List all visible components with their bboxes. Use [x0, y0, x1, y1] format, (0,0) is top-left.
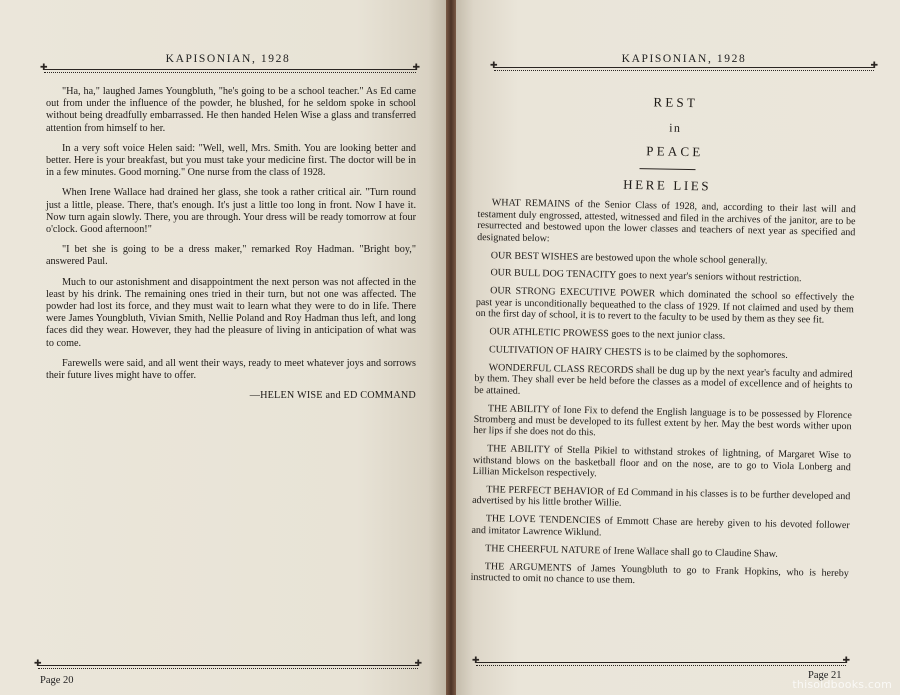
paragraph: Farewells were said, and all went their ways, ready to meet whatever joys and sorrows their future lives might have to offer.: [46, 357, 416, 382]
running-head-left: KAPISONIAN, 1928: [165, 53, 291, 65]
title-line: PEACE: [646, 143, 704, 160]
right-body-text: [470, 90, 858, 597]
paragraph: OUR BEST WISHES are bestowed upon the whole school generally.: [490, 249, 768, 267]
paragraph: OUR STRONG EXECUTIVE POWER which dominated the school so effectively the past year is unconditionally bequeathed to the class of 1929. If not claimed and used by them on the first day of school, it is to revert to the faculty to be used by them as they see fit.: [475, 285, 855, 326]
paragraph: THE LOVE TENDENCIES of Emmott Chase are hereby given to his devoted follower and imitator Lawrence Wiklund.: [471, 513, 850, 539]
paragraph: WONDERFUL CLASS RECORDS shall be dug up by the next year's faculty and admired by them. They shall ever be held before the classes as a model of excellence and of heights to be attained.: [474, 362, 853, 397]
watermark: thisoldbooks.com: [792, 678, 892, 691]
paragraph: In a very soft voice Helen said: "Well, well, Mrs. Smith. You are looking better and better. Here is your breakfast, but you must take your medicine first. The doctor will be in in a few minutes. Good morning." One nurse from the class of 1928.: [46, 142, 416, 179]
paragraph: THE ARGUMENTS of James Youngbluth to go to Frank Hopkins, who is hereby instructed to omit no chance to use them.: [470, 560, 849, 587]
paragraph: THE ABILITY of Ione Fix to defend the English language is to be possessed by Florence Stromberg and must be developed to its fullest extent by her. May the best words wither upon her lips if she does not do this.: [473, 402, 852, 439]
paragraph: When Irene Wallace had drained her glass, she took a rather critical air. "Turn round just a little, please. There, that's enough. It's just a little too long in front. Now I have it. Now turn again slowly. There, you are through. Your dress will be ready tomorrow at four o'clock. Good afternoon!": [46, 187, 416, 236]
running-head-right: KAPISONIAN, 1928: [621, 53, 747, 65]
paragraph: OUR ATHLETIC PROWESS goes to the next junior class.: [489, 326, 726, 342]
page-number-right: Page 21: [808, 670, 842, 681]
right-page: [456, 0, 900, 695]
paragraph: THE CHEERFUL NATURE of Irene Wallace shall go to Claudine Shaw.: [485, 542, 778, 560]
left-page: [0, 0, 446, 695]
title-line: REST: [653, 94, 699, 111]
title-divider: [640, 168, 696, 170]
top-rule-right: [494, 67, 874, 68]
top-dotted-rule-right: [494, 70, 874, 71]
page-number-left: Page 20: [40, 675, 74, 686]
bottom-rule-right: [476, 662, 846, 663]
paragraph: "Ha, ha," laughed James Youngbluth, "he's going to be a school teacher." As Ed came out from under the influence of the powder, he blushed, for he seldom spoke in school without being dreadfully embarrassed. He then handed Helen Wise a glass and transferred attention from himself to her.: [46, 86, 416, 134]
title-line: in: [669, 120, 682, 135]
bottom-dotted-rule-left: [38, 668, 418, 669]
bottom-rule-left: [38, 665, 418, 666]
section-heading: HERE LIES: [623, 176, 712, 194]
paragraph: Much to our astonishment and disappointment the next person was not affected in the least by his drink. The remaining ones tried in their turn, but not one was affected. The powder had lost its force, and they must wait to learn what they were to do in life. There were James Youngbluth, Vivian Smith, Nellie Poland and Roy Hadman thus left, and long faces did they wear. However, they had the pleasure of living in anticipation of what was to come.: [46, 276, 416, 349]
bottom-dotted-rule-right: [476, 665, 846, 666]
signature-line: —HELEN WISE and ED COMMAND: [249, 390, 416, 402]
paragraph: THE ABILITY of Stella Pikiel to withstand strokes of lightning, of Margaret Wise to withstand blows on the basketball floor and on the nose, are to go to Viola Lonberg and Lillian Mickelson respectively.: [472, 443, 852, 480]
paragraph: THE PERFECT BEHAVIOR of Ed Command in his classes is to be further developed and advertised by his little brother Willie.: [472, 484, 851, 510]
paragraph: WHAT REMAINS of the Senior Class of 1928, and, according to their last will and testament duly engrossed, attested, witnessed and filed in the archives of the janitor, are to be resurrected and bestowed upon the lower classes and teachers of next year as specified and designated below:: [477, 197, 856, 244]
paragraph: "I bet she is going to be a dress maker," remarked Roy Hadman. "Bright boy," answered Paul.: [46, 244, 416, 268]
paragraph: CULTIVATION OF HAIRY CHESTS is to be claimed by the sophomores.: [488, 344, 788, 361]
top-dotted-rule-left: [44, 72, 416, 73]
left-body-text: [46, 86, 416, 402]
top-rule-left: [44, 69, 416, 70]
book-gutter: [446, 0, 456, 695]
title-block: [479, 90, 858, 164]
paragraph: OUR BULL DOG TENACITY goes to next year's seniors without restriction.: [490, 267, 802, 285]
